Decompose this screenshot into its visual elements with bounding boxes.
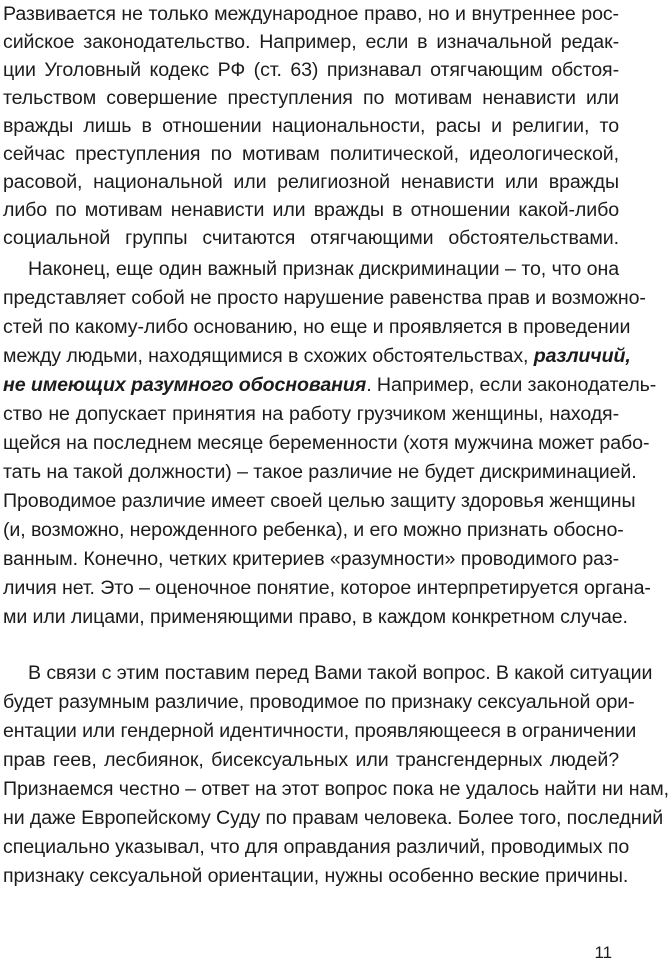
text-line: стей по какому-либо основанию, но еще и проявляется в проведении [3,316,631,338]
text-line: расовой, национальной или религиозной ненависти или вражды [3,171,619,193]
text-line [3,371,657,399]
page-number: 11 [594,943,612,962]
text-line: В связи с этим поставим перед Вами такой вопрос. В какой ситуации [28,662,653,684]
text-line: ентации или гендерной идентичности, проявляющееся в ограничении [3,720,637,742]
text-line: тать на такой должности) – такое различие не будет дискриминацией. [3,461,637,483]
text-line: (и, возможно, нерожденного ребенка), и его можно признать обосно- [3,519,624,541]
text-line: ни даже Европейскому Суду по правам человека. Более того, последний [3,807,664,829]
text-span: между людьми, находящимися в схожих обстоятельствах, [3,345,534,367]
text-span: . Например, если законодатель- [366,374,657,396]
text-line: будет разумным различие, проводимое по признаку сексуальной ори- [3,691,635,713]
text-line: представляет собой не просто нарушение равенства прав и возможно- [3,287,646,309]
emphasized-text: различий, [533,345,631,367]
text-line: вражды лишь в отношении национальности, расы и религии, то [3,115,619,137]
text-line: специально указывал, что для оправдания различий, проводимых по [3,836,630,858]
text-line: Наконец, еще один важный признак дискриминации – то, что она [28,258,619,280]
text-line: ство не допускает принятия на работу грузчиком женщины, находя- [3,403,619,425]
text-line: сийское законодательство. Например, если в изначальной редак- [3,31,619,53]
text-line: ции Уголовный кодекс РФ (ст. 63) признавал отягчающим обстоя- [3,59,619,81]
text-line: личия нет. Это – оценочное понятие, которое интерпретируется органа- [3,577,651,599]
text-line: ванным. Конечно, четких критериев «разумности» проводимого раз- [3,548,619,570]
text-line: сейчас преступления по мотивам политической, идеологической, [3,143,619,165]
emphasized-text: не имеющих разумного обоснования [3,374,367,396]
text-line: Проводимое различие имеет своей целью защиту здоровья женщины [3,490,636,512]
text-line: Развивается не только международное право, но и внутреннее рос- [3,3,619,25]
text-line: социальной группы считаются отягчающими обстоятельствами. [3,227,619,249]
text-line: либо по мотивам ненависти или вражды в отношении какой-либо [3,199,619,221]
text-line: признаку сексуальной ориентации, нужны особенно веские причины. [3,865,629,887]
text-line: тельством совершение преступления по мотивам ненависти или [3,87,619,109]
text-line: щейся на последнем месяце беременности (хотя мужчина может рабо- [3,432,650,454]
text-line [3,342,631,370]
text-line: ми или лицами, применяющими право, в каждом конкретном случае. [3,606,628,628]
text-line: прав геев, лесбиянок, бисексуальных или трансгендерных людей? [3,749,619,771]
text-line: Признаемся честно – ответ на этот вопрос пока не удалось найти ни нам, [3,778,669,800]
